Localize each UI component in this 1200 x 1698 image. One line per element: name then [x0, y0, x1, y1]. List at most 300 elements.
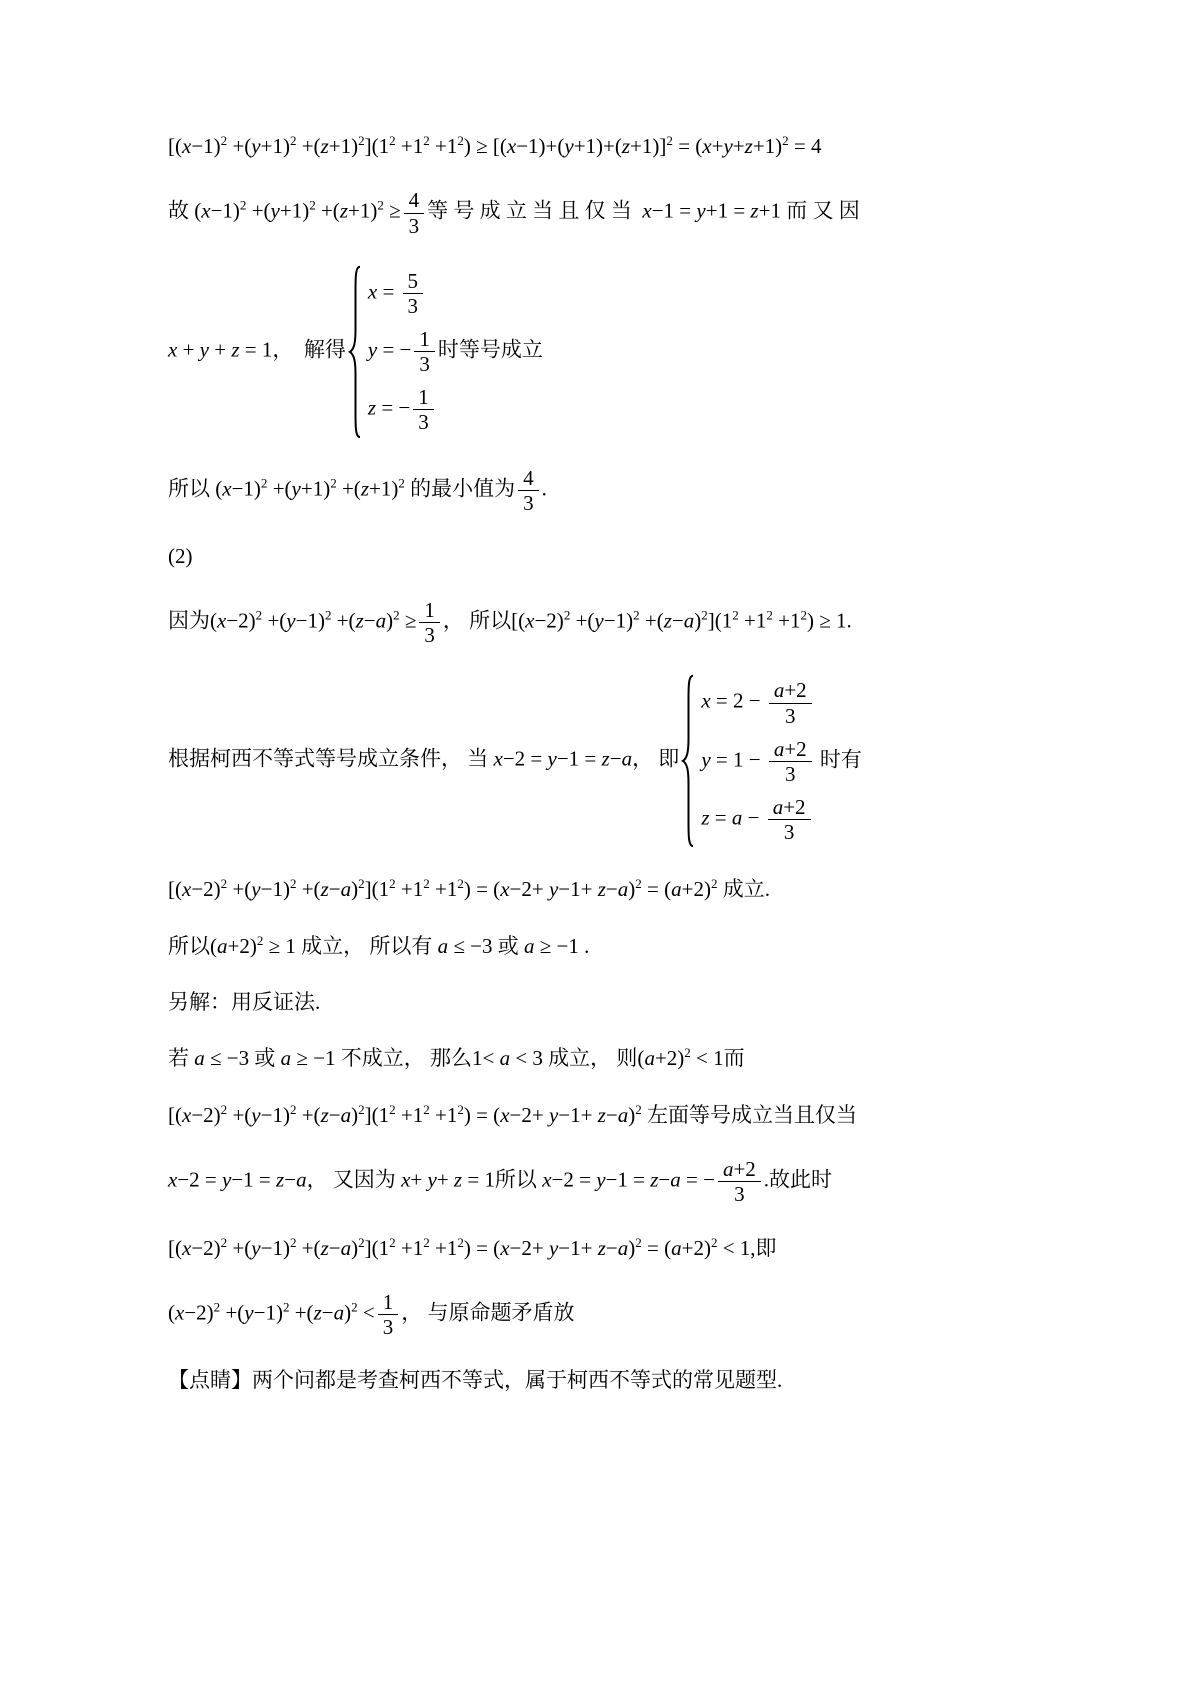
fraction [403, 269, 424, 318]
math-variable: y [251, 877, 261, 902]
text-run: + [436, 1167, 454, 1192]
text-run: 时等号成立 [437, 337, 543, 362]
math-line-eq-expansion-equals [168, 875, 1040, 904]
text-run: −1+ [558, 1102, 598, 1127]
text-run: 【点睛】两个问都是考查柯西不等式，属于柯西不等式的常见题型. [168, 1368, 783, 1393]
text-run: +1 [429, 877, 458, 902]
math-variable: y [547, 747, 557, 772]
math-variable: y [270, 198, 280, 223]
fraction [404, 188, 425, 237]
math-variable: a [621, 747, 633, 772]
superscript: 2 [800, 607, 807, 623]
text-run: ) [351, 877, 359, 902]
superscript: 2 [457, 876, 464, 892]
fraction [378, 1290, 399, 1339]
text-run: 因为( [168, 608, 217, 633]
text-run: −2) [191, 1102, 221, 1127]
superscript: 2 [220, 876, 228, 892]
superscript: 2 [684, 1045, 691, 1061]
superscript: 2 [289, 876, 297, 892]
text-run: 3 [785, 703, 796, 728]
text-run: 3 [408, 213, 420, 238]
fraction-denominator [419, 623, 440, 647]
math-variable: x [493, 747, 503, 772]
text-run: +2 [783, 795, 806, 820]
text-run: ) [628, 1102, 636, 1127]
cases-rows [368, 265, 543, 439]
text-run: +2) [681, 877, 711, 902]
superscript: 2 [220, 133, 228, 148]
fraction-numerator [419, 598, 440, 623]
superscript: 2 [423, 133, 430, 148]
superscript: 2 [635, 1234, 642, 1250]
math-variable: y [251, 1102, 261, 1127]
math-variable: z [650, 1167, 659, 1192]
text-run: ](1 [364, 134, 390, 158]
math-variable: a [617, 1235, 629, 1260]
text-run: +( [315, 198, 340, 223]
text-run: −1) [260, 1235, 290, 1260]
text-run: ](1 [707, 608, 733, 633]
text-run: + [711, 134, 724, 158]
text-run: = ( [641, 1235, 672, 1260]
cases-rows [701, 674, 862, 848]
fraction [769, 678, 812, 727]
text-run: −1 = [231, 1167, 277, 1192]
math-variable: x [702, 134, 712, 158]
math-variable: a [340, 877, 352, 902]
superscript: 2 [389, 133, 396, 148]
superscript: 2 [635, 876, 642, 892]
superscript: 2 [358, 876, 365, 892]
text-run: +1) [328, 134, 359, 158]
math-variable: y [427, 1167, 437, 1192]
text-run: +( [296, 1235, 321, 1260]
text-run: 若 [168, 1046, 195, 1071]
fraction-denominator [413, 410, 434, 434]
math-variable: a [194, 1046, 205, 1071]
text-run: −2) [184, 1300, 214, 1325]
superscript: 2 [324, 607, 332, 623]
curly-brace-icon [681, 674, 696, 848]
text-run: +1)] [630, 134, 667, 158]
text-run: − [605, 877, 618, 902]
math-variable: x [182, 1235, 192, 1260]
text-run: ](1 [364, 1235, 390, 1260]
text-run: − [609, 747, 622, 772]
fraction-denominator [404, 214, 425, 238]
math-variable: y [696, 198, 706, 223]
text-run: − [328, 1102, 341, 1127]
text-run: +2) [654, 1046, 685, 1071]
math-variable: z [320, 134, 329, 158]
text-run: −1+ [558, 1235, 598, 1260]
text-run: +( [267, 475, 292, 500]
text-run: 所以 ( [168, 475, 223, 500]
superscript: 2 [782, 133, 789, 148]
text-run: (2) [168, 543, 193, 568]
text-run: − [321, 1300, 334, 1325]
math-variable: y [251, 134, 261, 158]
fraction-denominator [779, 820, 800, 844]
math-variable: y [291, 475, 301, 500]
text-run: −1) [231, 475, 261, 500]
fraction [413, 385, 434, 434]
math-line-eq-contradiction-final [168, 1290, 1040, 1339]
fraction-numerator [378, 1290, 399, 1315]
math-variable: x [222, 475, 232, 500]
math-variable: y [244, 1300, 254, 1325]
math-variable: z [360, 475, 369, 500]
math-line-part-2-label [168, 542, 1040, 571]
math-variable: z [663, 608, 672, 633]
text-run: 另解：用反证法. [168, 990, 321, 1015]
superscript: 2 [289, 1234, 297, 1250]
superscript: 2 [393, 607, 400, 623]
math-document-body [168, 132, 1040, 1396]
text-run: 1 [382, 1289, 394, 1314]
fraction-denominator [780, 762, 801, 786]
text-run: 3 [734, 1182, 745, 1207]
superscript: 2 [457, 133, 464, 148]
cases-row [701, 678, 814, 727]
text-run: +( [227, 877, 252, 902]
text-run: − [328, 1235, 341, 1260]
text-run: +1 [429, 134, 458, 158]
cases-system [348, 265, 543, 439]
math-variable: y [701, 747, 711, 772]
fraction-denominator [518, 491, 539, 515]
text-run: 3 [418, 410, 429, 435]
text-run: +1) [348, 198, 378, 223]
fraction-numerator [768, 795, 811, 820]
text-run: [( [168, 877, 182, 902]
text-run: 3 [419, 352, 430, 377]
text-run: +1 [395, 134, 424, 158]
text-run: −2) [191, 877, 221, 902]
superscript: 2 [282, 1299, 290, 1315]
math-variable: a [773, 678, 785, 703]
text-run: 1 [418, 385, 429, 410]
math-variable: x [182, 134, 192, 158]
text-run: −2 = [177, 1167, 223, 1192]
text-run: +2) [227, 933, 257, 958]
superscript: 2 [220, 1234, 228, 1250]
math-line-eq-min-value [168, 466, 1040, 515]
text-run: = 2 − [710, 688, 766, 713]
superscript: 2 [213, 1299, 221, 1315]
math-variable: z [597, 877, 606, 902]
text-run: ) [628, 1235, 636, 1260]
curly-brace-icon [348, 265, 363, 439]
math-variable: y [548, 1235, 559, 1260]
text-run: +( [639, 608, 664, 633]
text-run: −2+ [509, 877, 549, 902]
math-line-alt-proof-label [168, 988, 1040, 1017]
text-run: ≥ [383, 198, 401, 223]
text-run: +1 [738, 608, 767, 633]
math-variable: y [367, 337, 378, 362]
text-run: −2) [191, 1235, 221, 1260]
math-variable: z [453, 1167, 463, 1192]
math-variable: z [597, 1102, 606, 1127]
text-run: +1 = [705, 198, 751, 223]
text-run: = 1， 解得 [239, 337, 346, 362]
text-run: ) [694, 608, 702, 633]
text-run: − [658, 1167, 671, 1192]
text-run: − [605, 1102, 618, 1127]
cases-row [701, 737, 862, 786]
text-run: +( [227, 134, 252, 158]
fraction-numerator [718, 1157, 761, 1182]
math-variable: a [722, 1157, 734, 1182]
text-run: −1) [210, 198, 240, 223]
superscript: 2 [423, 1101, 430, 1117]
text-run: −1 = [556, 747, 602, 772]
math-variable: a [340, 1102, 352, 1127]
math-variable: a [499, 1046, 511, 1071]
superscript: 2 [260, 474, 268, 490]
math-variable: x [367, 279, 378, 304]
math-variable: z [701, 805, 710, 830]
text-run: +2 [784, 678, 807, 703]
text-run: +1) [279, 198, 310, 223]
text-run: = 1 − [710, 747, 766, 772]
text-run: +( [336, 475, 361, 500]
text-run: + [732, 134, 745, 158]
text-run: − [328, 877, 341, 902]
text-run: 等 号 成 立 当 且 仅 当 [427, 198, 643, 223]
text-run: ) [344, 1300, 352, 1325]
math-variable: z [320, 1102, 329, 1127]
superscript: 2 [351, 1299, 358, 1315]
text-run: − [671, 608, 684, 633]
cases-row [368, 269, 426, 318]
math-variable: x [175, 1300, 185, 1325]
text-run: ≥ −1 不成立， 那么1< [291, 1046, 500, 1071]
text-run: . [541, 475, 547, 500]
math-variable: x [500, 877, 510, 902]
text-run: +1 而 又 因 [758, 198, 860, 223]
fraction-denominator [414, 352, 435, 376]
text-run: − [363, 608, 376, 633]
text-run: −1) [603, 608, 634, 633]
superscript: 2 [732, 607, 739, 623]
math-variable: a [670, 1167, 681, 1192]
math-variable: z [601, 747, 610, 772]
text-run: = − [680, 1167, 715, 1192]
superscript: 2 [289, 1101, 297, 1117]
math-line-eq-contradiction-result [168, 1234, 1040, 1263]
math-variable: y [286, 608, 296, 633]
text-run: = − [376, 395, 411, 420]
math-variable: a [617, 877, 629, 902]
superscript: 2 [289, 133, 297, 148]
text-run: +2) [681, 1235, 711, 1260]
text-run: ( [168, 1300, 175, 1325]
superscript: 2 [389, 876, 396, 892]
text-run: −1)+( [516, 134, 565, 158]
fraction-numerator [414, 327, 435, 352]
superscript: 2 [423, 876, 430, 892]
superscript: 2 [423, 1234, 430, 1250]
math-variable: x [525, 608, 535, 633]
text-run: − [605, 1235, 618, 1260]
text-run: −2 = [502, 747, 548, 772]
text-run: −1) [260, 1102, 290, 1127]
math-variable: y [564, 134, 574, 158]
math-variable: a [296, 1167, 307, 1192]
text-run: −2 = [551, 1167, 597, 1192]
math-variable: y [548, 1102, 559, 1127]
math-line-eq-system-xyz [168, 265, 1040, 439]
text-run: ) ≥ 1. [806, 608, 852, 633]
text-run: +( [262, 608, 287, 633]
math-line-eq-substitute [168, 1157, 1040, 1206]
text-run: −1) [260, 877, 290, 902]
fraction-denominator [729, 1182, 750, 1206]
text-run: 5 [407, 268, 419, 293]
math-variable: a [217, 933, 228, 958]
text-run: +1 [395, 1102, 424, 1127]
text-run: = [377, 279, 400, 304]
math-line-eq-left-equality [168, 1101, 1040, 1130]
text-run: < 1而 [690, 1046, 745, 1071]
text-run: .故此时 [763, 1167, 833, 1192]
text-run: −1) [191, 134, 221, 158]
text-run: = [709, 805, 732, 830]
math-line-contradiction-assumption [168, 1044, 1040, 1073]
text-run: 成立. [717, 877, 770, 902]
superscript: 2 [377, 197, 384, 213]
text-run: ) = ( [463, 877, 501, 902]
superscript: 2 [710, 876, 718, 892]
text-run: +( [331, 608, 356, 633]
text-run: ) = ( [463, 1102, 501, 1127]
math-variable: a [333, 1300, 345, 1325]
text-run: ) = ( [463, 1235, 501, 1260]
text-run: ) [386, 608, 394, 633]
superscript: 2 [309, 197, 316, 213]
superscript: 2 [563, 607, 571, 623]
fraction [414, 327, 435, 376]
text-run: ， 所以[( [442, 608, 526, 633]
text-run: −1) [295, 608, 325, 633]
cases-row [368, 327, 543, 376]
text-run: ](1 [364, 877, 390, 902]
text-run: ≥ [399, 608, 417, 633]
text-run: 故 ( [168, 198, 202, 223]
math-variable: y [199, 337, 209, 362]
math-variable: z [750, 198, 759, 223]
text-run: −2+ [509, 1235, 549, 1260]
text-run: ≤ −3 或 [204, 1046, 281, 1071]
text-run: +1 [429, 1235, 458, 1260]
math-line-eq-min-bound [168, 188, 1040, 237]
text-run: ≥ 1 成立， 所以有 [263, 933, 438, 958]
math-variable: z [621, 134, 631, 158]
text-run: −1+ [558, 877, 598, 902]
text-run: 所以( [168, 933, 217, 958]
superscript: 2 [635, 1101, 642, 1117]
text-run: 3 [424, 623, 435, 648]
superscript: 2 [358, 1234, 365, 1250]
math-variable: a [437, 933, 449, 958]
superscript: 2 [457, 1234, 464, 1250]
text-run: −2) [226, 608, 256, 633]
text-run: − [742, 805, 765, 830]
text-run: −1 = [605, 1167, 651, 1192]
text-run: +1 [429, 1102, 458, 1127]
text-run: = 4 [788, 134, 822, 158]
math-variable: z [320, 1235, 329, 1260]
text-run: +( [296, 877, 321, 902]
text-run: 3 [785, 761, 796, 786]
math-variable: x [542, 1167, 552, 1192]
text-run: −2) [534, 608, 564, 633]
math-variable: z [339, 198, 348, 223]
text-run: ， 又因为 [306, 1167, 402, 1192]
math-variable: y [222, 1167, 232, 1192]
text-run: 3 [523, 490, 534, 515]
text-run: −1 = [651, 198, 697, 223]
fraction-numerator [413, 385, 434, 410]
math-variable: x [217, 608, 227, 633]
fraction [769, 737, 812, 786]
text-run: +2 [733, 1157, 756, 1182]
fraction-denominator [378, 1315, 399, 1339]
math-line-eq-equality-condition-system [168, 674, 1040, 848]
text-run: = ( [641, 877, 672, 902]
fraction-denominator [403, 294, 424, 318]
text-run: 1 [424, 598, 435, 623]
fraction-denominator [780, 704, 801, 728]
math-variable: x [201, 198, 211, 223]
math-variable: z [744, 134, 753, 158]
text-run: = − [377, 337, 412, 362]
math-variable: x [168, 1167, 178, 1192]
math-variable: x [168, 337, 178, 362]
fraction-numerator [769, 678, 812, 703]
text-run: 时有 [814, 747, 862, 772]
fraction-numerator [518, 466, 539, 491]
fraction [419, 598, 440, 647]
superscript: 2 [239, 197, 247, 213]
math-line-eq-conclusion-a-range [168, 932, 1040, 961]
math-variable: a [671, 1235, 682, 1260]
superscript: 2 [766, 607, 773, 623]
text-run: + [177, 337, 200, 362]
text-run: +1 [395, 877, 424, 902]
text-run: [( [168, 1102, 182, 1127]
text-run: 左面等号成立当且仅当 [641, 1102, 858, 1127]
text-run: < 3 成立， 则( [510, 1046, 645, 1071]
text-run: +( [296, 1102, 321, 1127]
math-variable: x [500, 1102, 510, 1127]
text-run: ) [628, 877, 636, 902]
text-run: ) [351, 1235, 359, 1260]
text-run: +( [570, 608, 595, 633]
text-run: +1) [752, 134, 783, 158]
superscript: 2 [633, 607, 640, 623]
fraction [768, 795, 811, 844]
math-variable: x [701, 688, 711, 713]
math-line-eq-cauchy-part2 [168, 598, 1040, 647]
math-variable: x [182, 877, 192, 902]
text-run: 根据柯西不等式等号成立条件， 当 [168, 747, 494, 772]
math-variable: x [500, 1235, 510, 1260]
superscript: 2 [220, 1101, 228, 1117]
